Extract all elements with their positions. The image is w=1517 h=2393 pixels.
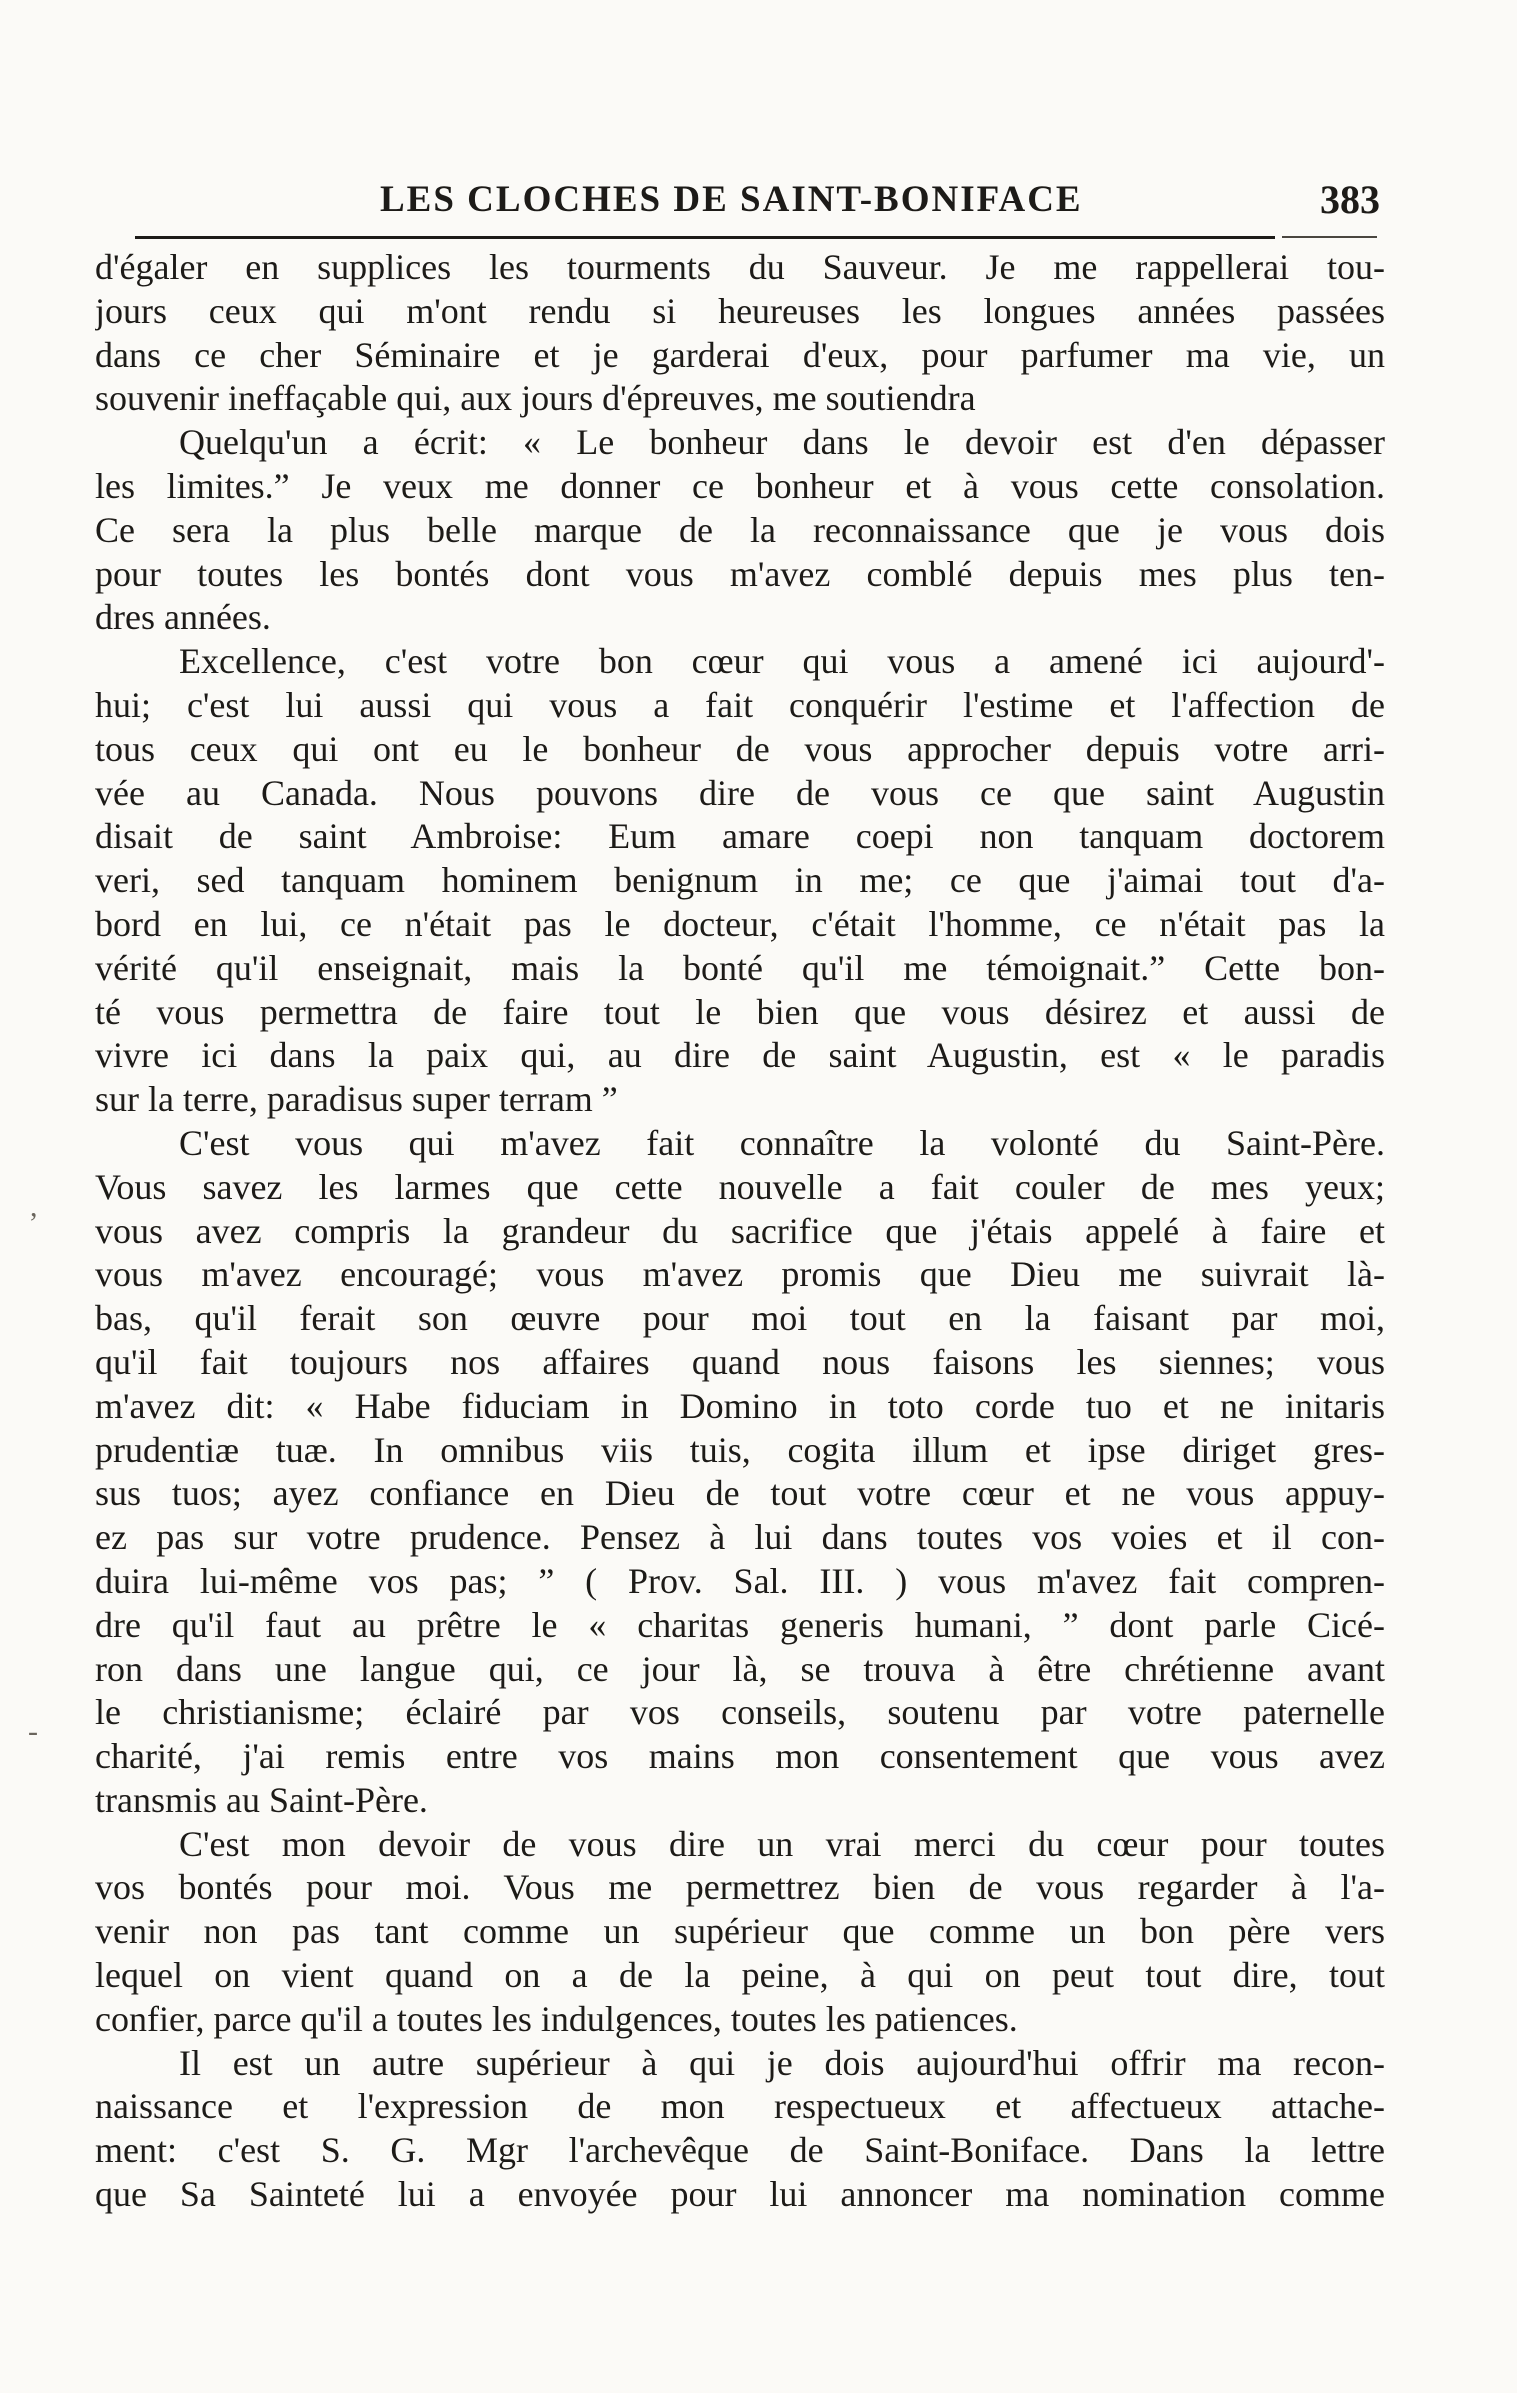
text-line: qu'il fait toujours nos affaires quand nous faisons les siennes; vous	[95, 1341, 1385, 1382]
header-rule-right	[1282, 236, 1377, 238]
text-line: tous ceux qui ont eu le bonheur de vous approcher depuis votre arri-	[95, 728, 1385, 769]
text-line: bord en lui, ce n'était pas le docteur, c'était l'homme, ce n'était pas la	[95, 903, 1385, 944]
text-line: Ce sera la plus belle marque de la reconnaissance que je vous dois	[95, 509, 1385, 550]
text-line: lequel on vient quand on a de la peine, à qui on peut tout dire, tout	[95, 1955, 1385, 1996]
text-line: bas, qu'il ferait son œuvre pour moi tout en la faisant par moi,	[95, 1298, 1385, 1339]
header-rule	[135, 236, 1275, 239]
text-line: dres années.	[95, 597, 271, 638]
text-line: dans ce cher Séminaire et je garderai d'eux, pour parfumer ma vie, un	[95, 334, 1385, 375]
text-line: Quelqu'un a écrit: « Le bonheur dans le devoir est d'en dépasser	[179, 422, 1385, 463]
text-line: hui; c'est lui aussi qui vous a fait conquérir l'estime et l'affection de	[95, 684, 1385, 725]
text-line: jours ceux qui m'ont rendu si heureuses les longues années passées	[95, 290, 1385, 331]
text-line: dre qu'il faut au prêtre le « charitas generis humani, ” dont parle Cicé-	[95, 1604, 1385, 1645]
text-line: pour toutes les bontés dont vous m'avez comblé depuis mes plus ten-	[95, 553, 1385, 594]
text-line: m'avez dit: « Habe fiduciam in Domino in toto corde tuo et ne initaris	[95, 1385, 1385, 1426]
text-line: ez pas sur votre prudence. Pensez à lui dans toutes vos voies et il con-	[95, 1517, 1385, 1558]
text-line: vérité qu'il enseignait, mais la bonté qu'il me témoignait.” Cette bon-	[95, 947, 1385, 988]
text-line: d'égaler en supplices les tourments du Sauveur. Je me rappellerai tou-	[95, 247, 1385, 287]
text-line: naissance et l'expression de mon respectueux et affectueux attache-	[95, 2086, 1385, 2127]
body-text	[95, 246, 1385, 2217]
page-header	[130, 172, 1380, 232]
text-line: duira lui-même vos pas; ” ( Prov. Sal. III. ) vous m'avez fait compren-	[95, 1560, 1385, 1601]
margin-mark: ,	[30, 1190, 38, 1223]
text-line: ron dans une langue qui, ce jour là, se trouva à être chrétienne avant	[95, 1648, 1385, 1689]
margin-mark: -	[28, 1715, 38, 1748]
text-line: Il est un autre supérieur à qui je dois aujourd'hui offrir ma recon-	[179, 2042, 1385, 2083]
text-line: C'est mon devoir de vous dire un vrai merci du cœur pour toutes	[179, 1823, 1385, 1864]
text-line: ment: c'est S. G. Mgr l'archevêque de Saint-Boniface. Dans la lettre	[95, 2130, 1385, 2171]
text-line: prudentiæ tuæ. In omnibus viis tuis, cogita illum et ipse diriget gres-	[95, 1429, 1385, 1470]
text-line: veri, sed tanquam hominem benignum in me; ce que j'aimai tout d'a-	[95, 860, 1385, 901]
text-line: sus tuos; ayez confiance en Dieu de tout votre cœur et ne vous appuy-	[95, 1473, 1385, 1514]
text-line: que Sa Sainteté lui a envoyée pour lui annoncer ma nomination comme	[95, 2174, 1385, 2215]
text-line: vous m'avez encouragé; vous m'avez promis que Dieu me suivrait là-	[95, 1254, 1385, 1295]
text-line: Excellence, c'est votre bon cœur qui vous a amené ici aujourd'-	[179, 641, 1385, 682]
page-number: 383	[1320, 177, 1380, 222]
text-line: souvenir ineffaçable qui, aux jours d'épreuves, me soutiendra	[95, 378, 976, 419]
text-line: venir non pas tant comme un supérieur que comme un bon père vers	[95, 1911, 1385, 1952]
text-line: vée au Canada. Nous pouvons dire de vous ce que saint Augustin	[95, 772, 1385, 813]
text-line: confier, parce qu'il a toutes les indulgences, toutes les patiences.	[95, 1998, 1018, 2039]
text-line: disait de saint Ambroise: Eum amare coepi non tanquam doctorem	[95, 816, 1385, 857]
text-line: vous avez compris la grandeur du sacrifice que j'étais appelé à faire et	[95, 1210, 1385, 1251]
text-line: C'est vous qui m'avez fait connaître la volonté du Saint-Père.	[179, 1122, 1385, 1163]
text-line: vos bontés pour moi. Vous me permettrez bien de vous regarder à l'a-	[95, 1867, 1385, 1908]
text-line: té vous permettra de faire tout le bien que vous désirez et aussi de	[95, 991, 1385, 1032]
text-line: le christianisme; éclairé par vos conseils, soutenu par votre paternelle	[95, 1692, 1385, 1733]
running-title: LES CLOCHES DE SAINT-BONIFACE	[380, 179, 1083, 220]
text-line: charité, j'ai remis entre vos mains mon consentement que vous avez	[95, 1736, 1385, 1777]
text-line: transmis au Saint-Père.	[95, 1779, 428, 1820]
text-line: vivre ici dans la paix qui, au dire de saint Augustin, est « le paradis	[95, 1035, 1385, 1076]
text-line: Vous savez les larmes que cette nouvelle a fait couler de mes yeux;	[95, 1166, 1385, 1207]
text-line: les limites.” Je veux me donner ce bonheur et à vous cette consolation.	[95, 465, 1385, 506]
text-line: sur la terre, paradisus super terram ”	[95, 1079, 618, 1120]
